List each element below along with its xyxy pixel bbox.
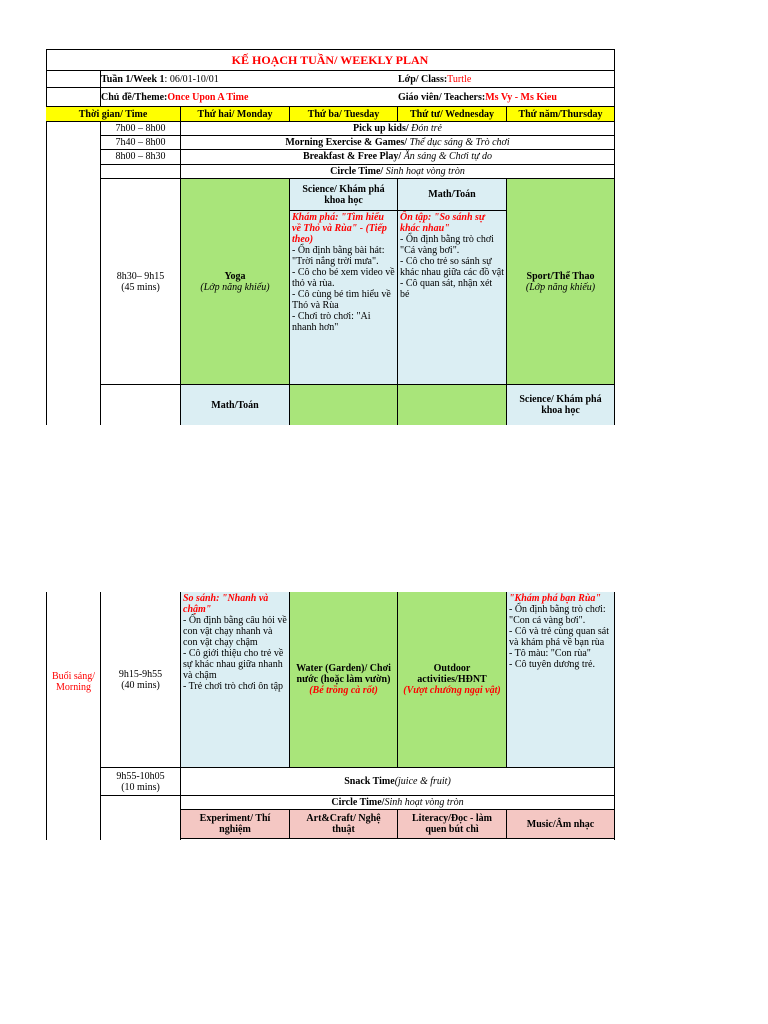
block1-monday-yoga: Yoga (Lớp năng khiếu) bbox=[181, 179, 289, 384]
block1-time: 8h30– 9h15 (45 mins) bbox=[116, 270, 165, 293]
class-info: Lớp/ Class: Turtle bbox=[398, 73, 472, 85]
snack-time: 9h55-10h05 (10 mins) bbox=[116, 770, 165, 793]
page-title: KẾ HOẠCH TUẦN/ WEEKLY PLAN bbox=[231, 52, 429, 67]
routine-activity-1: Pick up kids/ Đón trẻ bbox=[353, 123, 442, 134]
row2-thursday: Science/ Khám phá khoa học bbox=[507, 385, 614, 425]
routine-activity-3: Breakfast & Free Play/ Ăn sáng & Chơi tự do bbox=[302, 151, 492, 162]
snack-activity: Snack Time (juice & fruit) bbox=[344, 776, 451, 787]
header-time: Thời gian/ Time bbox=[78, 108, 148, 120]
circle-activity: Circle Time/ Sinh hoạt vòng tròn bbox=[331, 797, 464, 808]
header-monday: Thứ hai/ Monday bbox=[197, 108, 273, 120]
block2-thursday: "Khám phá bạn Rùa" - Ổn định bằng trò chơi: "Con cá vàng bơi". - Cô và trẻ cùng quan sát và khám phá về bạn rùa - Tô màu: "Con rùa" - Cô tuyên dương trẻ. bbox=[507, 592, 614, 767]
last-tuesday: Art&Craft/ Nghệ thuật bbox=[290, 810, 397, 838]
row2-tuesday bbox=[290, 385, 397, 425]
block1-thursday-sport: Sport/Thể Thao (Lớp năng khiếu) bbox=[507, 179, 614, 384]
block1-tuesday-body: Khám phá: "Tìm hiểu về Thỏ và Rùa" - (Tiếp theo) - Ổn định bằng bài hát: "Trời nắng trời mưa". - Cô cho bé xem video về thỏ và rùa. - Cô cùng bé tìm hiểu về Thỏ và Rùa - Chơi trò chơi: "Ai nhanh hơn" bbox=[290, 211, 397, 384]
row2-wednesday bbox=[398, 385, 506, 425]
last-thursday: Music/Âm nhạc bbox=[507, 810, 614, 838]
routine-time-2: 7h40 – 8h00 bbox=[115, 137, 166, 148]
routine-time-1: 7h00 – 8h00 bbox=[115, 123, 166, 134]
routine-activity-2: Morning Exercise & Games/ Thể dục sáng & Trò chơi bbox=[285, 137, 510, 148]
header-tuesday: Thứ ba/ Tuesday bbox=[307, 108, 380, 120]
routine-time-3: 8h00 – 8h30 bbox=[115, 151, 166, 162]
header-thursday: Thứ năm/Thursday bbox=[518, 108, 603, 120]
row2-monday: Math/Toán bbox=[181, 385, 289, 425]
block2-tuesday: Water (Garden)/ Chơi nước (hoặc làm vườn) (Bé trồng cà rốt) bbox=[290, 592, 397, 767]
block2-time: 9h15-9h55 (40 mins) bbox=[118, 668, 163, 691]
block1-tuesday-header: Science/ Khám phá khoa học bbox=[290, 179, 397, 210]
section-morning: Buổi sáng/ Morning bbox=[51, 671, 96, 693]
routine-activity-4: Circle Time/ Sinh hoạt vòng tròn bbox=[330, 166, 465, 177]
teacher-info: Giáo viên/ Teachers: Ms Vy - Ms Kieu bbox=[398, 91, 557, 103]
week-info: Tuần 1/Week 1 : 06/01-10/01 bbox=[101, 73, 219, 85]
block1-wednesday-header: Math/Toán bbox=[398, 179, 506, 210]
block2-wednesday: Outdoor activities/HĐNT (Vượt chướng ngại vật) bbox=[398, 592, 506, 767]
header-wednesday: Thứ tư/ Wednesday bbox=[409, 108, 495, 120]
block2-monday: So sánh: "Nhanh và chậm" - Ổn định bằng câu hỏi về con vật chạy nhanh và con vật chạy chậm - Cô giới thiệu cho trẻ về sự khác nhau giữa nhanh và chậm - Trẻ chơi trò chơi ôn tập bbox=[181, 592, 289, 767]
theme-info: Chủ đề/Theme: Once Upon A Time bbox=[101, 91, 249, 103]
last-monday: Experiment/ Thí nghiệm bbox=[181, 810, 289, 838]
last-wednesday: Literacy/Đọc - làm quen bút chì bbox=[398, 810, 506, 838]
block1-wednesday-body: Ôn tập: "So sánh sự khác nhau" - Ổn định bằng trò chơi "Cá vàng bơi". - Cô cho trẻ so sánh sự khác nhau giữa các đồ vật - Cô quan sát, nhận xét bé bbox=[398, 211, 506, 384]
